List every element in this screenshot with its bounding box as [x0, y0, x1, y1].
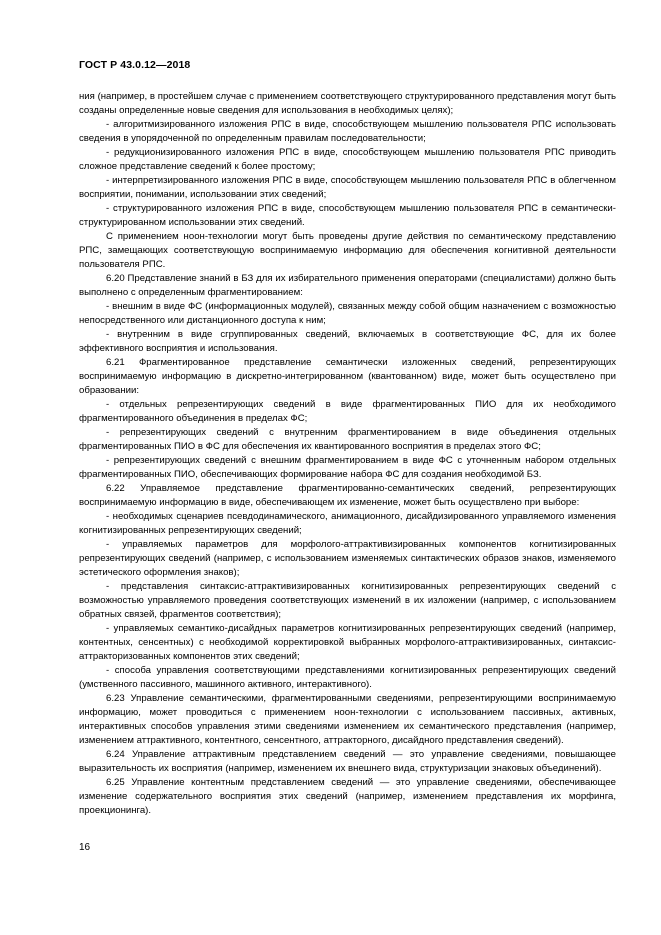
list-item-structured: - структурированного изложения РПС в виде, способствующем мышлению пользователя РПС в семантически-структурированном использовании этих сведений.	[79, 203, 616, 228]
clause-6-21: 6.21 Фрагментированное представление семантически изложенных сведений, репрезентирующих воспринимаемую информацию в дискретно-интегрированном (квантованном) виде, может быть осуществлено при образовании:	[79, 357, 616, 396]
list-item-reductionist: - редукционизированного изложения РПС в виде, способствующем мышлению пользователя РПС приводить сложное представление сведений к более простому;	[79, 147, 616, 172]
clause-6-24: 6.24 Управление аттрактивным представлением сведений — это управление сведениями, повышающее выразительность их восприятия (например, изменением их внешнего вида, структуризации знаковых объединений).	[79, 749, 616, 774]
clause-6-22: 6.22 Управляемое представление фрагментированно-семантических сведений, репрезентирующих воспринимаемую информацию в виде, обеспечивающем их изменение, может быть осуществлено при выборе:	[79, 483, 616, 508]
list-item-semantic-parameters: - управляемых семантико-дисайдных параметров когнитизированных репрезентирующих сведений (например, контентных, сенсентных) с необходимой корректировкой выбранных морфолого-аттрактивизированных, синтаксис- аттракторизованных компонентов этих сведений;	[79, 623, 616, 662]
list-item-internal-fragmentation: - репрезентирующих сведений с внутренним фрагментированием в виде объединения отдельных фрагментированных ПИО в ФС для обеспечения их квантированного восприятия в пределах этого ФС;	[79, 427, 616, 452]
list-item-interpretive: - интерпретизированного изложения РПС в виде, способствующем мышлению пользователя РПС в облегченном восприятии, понимании, использовании этих сведений;	[79, 175, 616, 200]
list-item-syntax-representation: - представления синтаксис-аттрактивизированных когнитизированных репрезентирующих сведений с возможностью управляемого проведения соответствующих изменений в их изложении (например, с использованием обратных связей, фрагментов соответствия);	[79, 581, 616, 620]
list-item-external: - внешним в виде ФС (информационных модулей), связанных между собой общим назначением с возможностью непосредственного или дистанционного доступа к ним;	[79, 301, 616, 326]
list-item-algorithmic: - алгоритмизированного изложения РПС в виде, способствующем мышлению пользователя РПС использовать сведения в упорядоченной по определенным правилам последовательности;	[79, 119, 616, 144]
page-number: 16	[79, 842, 91, 853]
list-item-external-fragmentation: - репрезентирующих сведений с внешним фрагментированием в виде ФС с уточненным набором отдельных фрагментированных ПИО, обеспечивающих формирование набора ФС для создания необходимой БЗ.	[79, 455, 616, 480]
list-item-control-method: - способа управления соответствующими представлениями когнитизированных репрезентирующих сведений (умственного пассивного, машинного активного, интерактивного).	[79, 665, 616, 690]
list-item-separate-pio: - отдельных репрезентирующих сведений в виде фрагментированных ПИО для их необходимого фрагментированного объединения в пределах ФС;	[79, 399, 616, 424]
list-item-parameters: - управляемых параметров для морфолого-аттрактивизированных компонентов когнитизированных репрезентирующих сведений (например, с использованием изменяемых синтактических образов знаков, изменяемого эстетического оформления знаков);	[79, 539, 616, 578]
document-body	[79, 90, 616, 818]
list-item-scenarios: - необходимых сценариев псевдодинамического, анимационного, дисайдизированного управляемого изменения когнитизированных репрезентирующих сведений;	[79, 511, 616, 536]
document-header: ГОСТ Р 43.0.12—2018	[79, 59, 191, 71]
list-item-internal: - внутренним в виде сгруппированных сведений, включаемых в соответствующие ФС, для их более эффективного восприятия и использования.	[79, 329, 616, 354]
clause-6-25: 6.25 Управление контентным представлением сведений — это управление сведениями, обеспечивающее изменение содержательного восприятия этих сведений (например, изменением представления их морфинга, проекционинга).	[79, 777, 616, 816]
clause-6-23: 6.23 Управление семантическими, фрагментированными сведениями, репрезентирующими воспринимаемую информацию, может проводиться с применением ноон-технологии с использованием пассивных, активных, интерактивных способов управления этими сведениями изменением их семантического представления (например, изменением аттрактивного, контентного, сенсентного, аттракторного, дисайдного представления сведений).	[79, 693, 616, 746]
paragraph-continuation: ния (например, в простейшем случае с применением соответствующего структурированного представления могут быть созданы определенные новые сведения для использования в необходимых целях);	[79, 91, 616, 116]
clause-6-20: 6.20 Представление знаний в БЗ для их избирательного применения операторами (специалистами) должно быть выполнено с определенным фрагментированием:	[79, 273, 616, 298]
paragraph-noon-technology: С применением ноон-технологии могут быть проведены другие действия по семантическому представлению РПС, замещающих соответствующую воспринимаемую информацию для обеспечения когнитивной деятельности пользователя РПС.	[79, 231, 616, 270]
